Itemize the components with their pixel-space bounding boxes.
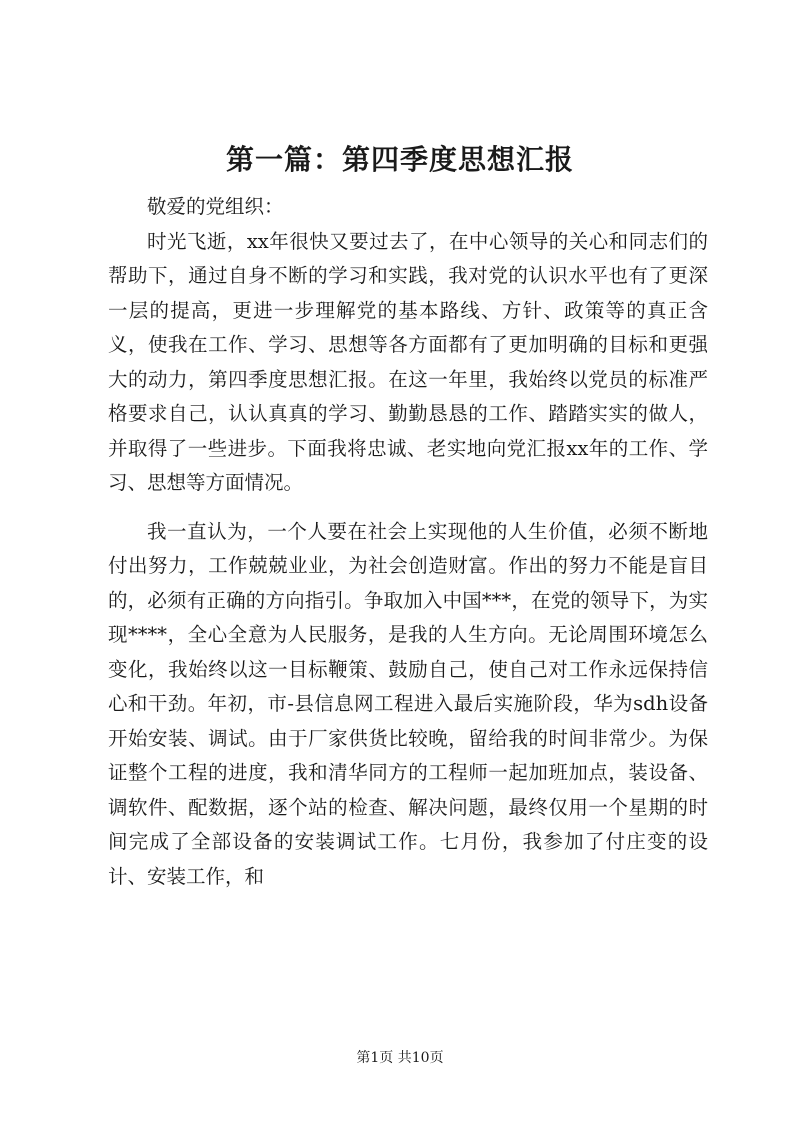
page-total: 共10页: [397, 1050, 444, 1066]
document-title: 第一篇：第四季度思想汇报: [225, 143, 574, 176]
page-footer: [0, 1048, 800, 1068]
greeting: 敬爱的党组织：: [147, 195, 284, 218]
paragraph-1: 时光飞逝，xx年很快又要过去了，在中心领导的关心和同志们的帮助下，通过自身不断的学习和实践，我对党的认识水平也有了更深一层的提高，更进一步理解党的基本路线、方针、政策等的真正含义，使我在工作、学习、思想等各方面都有了更加明确的目标和更强大的动力，第四季度思想汇报。在这一年里，我始终以党员的标准严格要求自己，认认真真的学习、勤勤恳恳的工作、踏踏实实的做人，并取得了一些进步。下面我将忠诚、老实地向党汇报xx年的工作、学习、思想等方面情况。: [108, 229, 708, 494]
paragraph-2: 我一直认为，一个人要在社会上实现他的人生价值，必须不断地付出努力，工作兢兢业业，为社会创造财富。作出的努力不能是盲目的，必须有正确的方向指引。争取加入中国***，在党的领导下，为实现****，全心全意为人民服务，是我的人生方向。无论周围环境怎么变化，我始终以这一目标鞭策、鼓励自己，使自己对工作永远保持信心和干劲。年初，市-县信息网工程进入最后实施阶段，华为sdh设备开始安装、调试。由于厂家供货比较晚，留给我的时间非常少。为保证整个工程的进度，我和清华同方的工程师一起加班加点，装设备、调软件、配数据，逐个站的检查、解决问题，最终仅用一个星期的时间完成了全部设备的安装调试工作。七月份，我参加了付庄变的设计、安装工作，和: [108, 519, 708, 888]
document-body: [108, 190, 708, 894]
page-number: 第1页: [356, 1050, 394, 1066]
